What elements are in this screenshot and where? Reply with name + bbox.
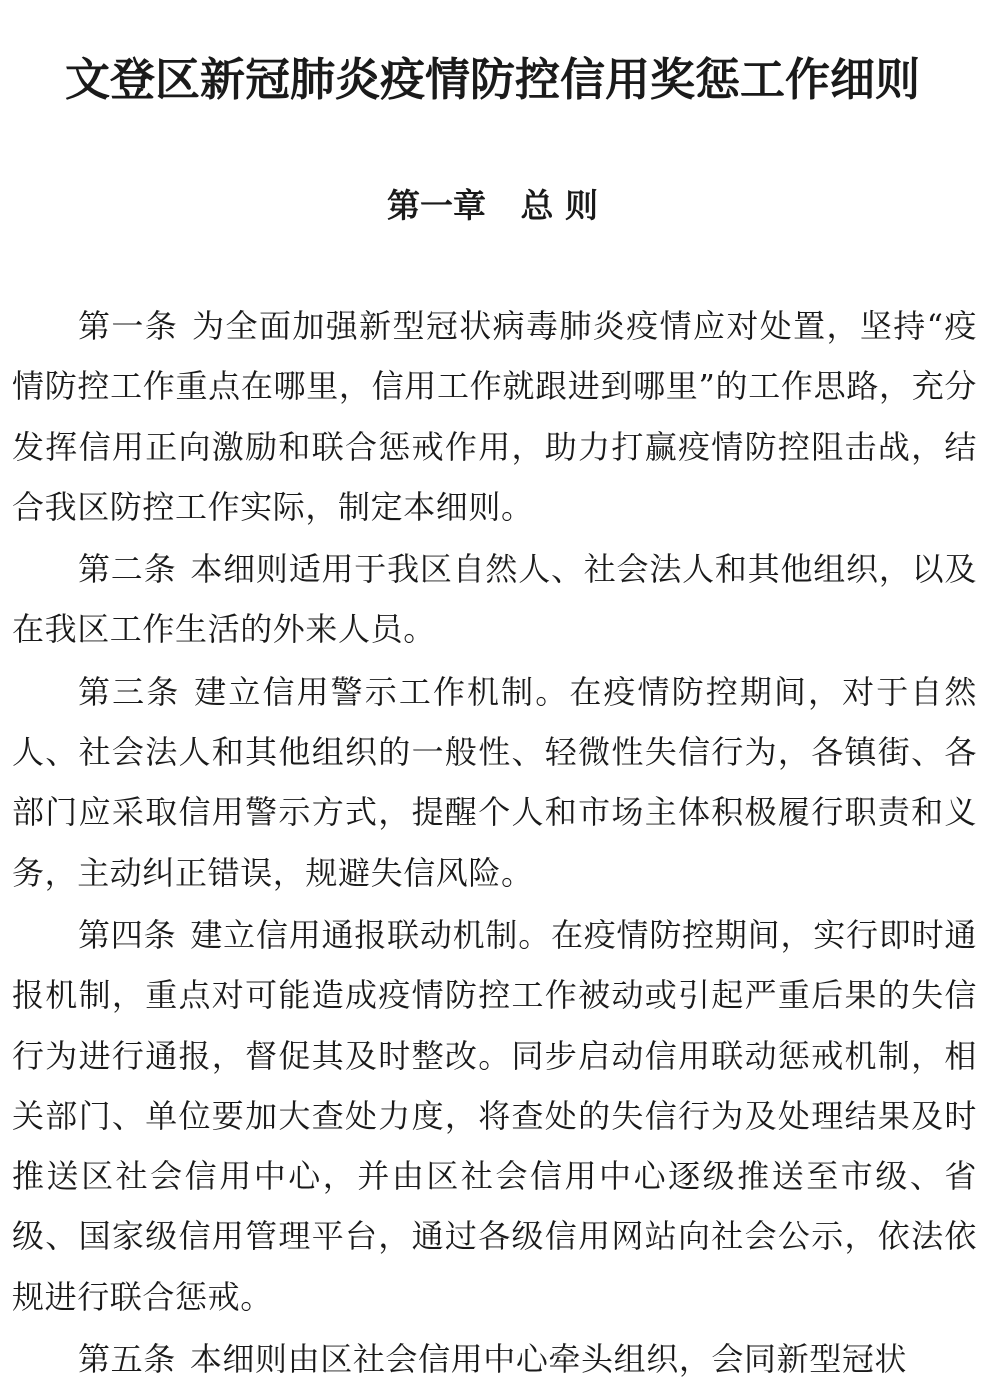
article-text: 本细则适用于我区自然人、社会法人和其他组织，以及在我区工作生活的外来人员。 [12, 550, 977, 649]
article-1 [12, 296, 977, 537]
article-text: 本细则由区社会信用中心牵头组织，会同新型冠状 [189, 1340, 908, 1379]
document-title: 文登区新冠肺炎疫情防控信用奖惩工作细则 [64, 53, 920, 106]
document-body [12, 296, 977, 1391]
article-number: 第三条 [78, 672, 181, 711]
article-5 [12, 1329, 977, 1389]
article-text: 为全面加强新型冠状病毒肺炎疫情应对处置，坚持“疫情防控工作重点在哪里，信用工作就跟进到哪里”的工作思路，充分发挥信用正向激励和联合惩戒作用，助力打赢疫情防控阻击战，结合我区防控工作实际，制定本细则。 [12, 307, 977, 526]
article-text: 建立信用通报联动机制。在疫情防控期间，实行即时通报机制，重点对可能造成疫情防控工作被动或引起严重后果的失信行为进行通报，督促其及时整改。同步启动信用联动惩戒机制，相关部门、单位要加大查处力度，将查处的失信行为及处理结果及时推送区社会信用中心，并由区社会信用中心逐级推送至市级、省级、国家级信用管理平台，通过各级信用网站向社会公示，依法依规进行联合惩戒。 [12, 915, 977, 1316]
article-4 [12, 905, 977, 1327]
article-number: 第一条 [78, 307, 179, 345]
article-text: 建立信用警示工作机制。在疫情防控期间，对于自然人、社会法人和其他组织的一般性、轻微性失信行为，各镇街、各部门应采取信用警示方式，提醒个人和市场主体积极履行职责和义务，主动纠正错误，规避失信风险。 [12, 672, 977, 892]
article-number: 第二条 [78, 550, 177, 589]
article-2 [12, 539, 977, 660]
article-number: 第五条 [78, 1340, 176, 1379]
chapter-heading: 第一章 总 则 [387, 186, 598, 225]
article-number: 第四条 [78, 915, 177, 954]
article-3 [12, 662, 977, 903]
